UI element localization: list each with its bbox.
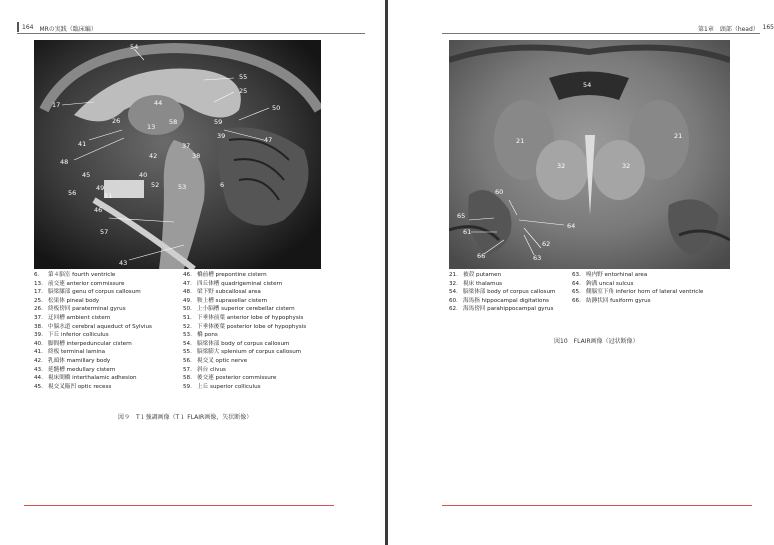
left-legend-col2 xyxy=(183,271,306,391)
legend-text: 視交叉 optic nerve xyxy=(197,357,248,364)
legend-item xyxy=(449,297,555,306)
legend-item xyxy=(34,288,152,297)
legend-item xyxy=(34,357,152,366)
legend-text: 梁下野 subcallosal area xyxy=(197,289,261,296)
legend-number: 38. xyxy=(34,323,43,330)
legend-text: 視交叉陥凹 optic recess xyxy=(48,383,112,390)
svg-text:39: 39 xyxy=(217,132,226,140)
svg-text:66: 66 xyxy=(477,252,486,260)
figure-caption: 図10 FLAIR画像（冠状断像） xyxy=(554,338,639,345)
page-number: 164 xyxy=(22,24,34,31)
legend-item xyxy=(183,288,306,297)
legend-number: 41. xyxy=(34,349,43,356)
legend-number: 57. xyxy=(183,366,192,373)
svg-text:26: 26 xyxy=(112,117,121,125)
legend-text: 海馬指 hippocampal digitations xyxy=(463,297,549,304)
legend-item xyxy=(449,271,555,280)
legend-number: 54. xyxy=(183,340,192,347)
legend-number: 65. xyxy=(572,289,581,296)
legend-text: 延髄槽 medullary cistern xyxy=(48,366,116,373)
legend-item xyxy=(449,288,555,297)
legend-item xyxy=(34,383,152,392)
legend-number: 48. xyxy=(183,289,192,296)
legend-item xyxy=(183,297,306,306)
legend-number: 62. xyxy=(449,306,458,313)
legend-number: 53. xyxy=(183,332,192,339)
svg-text:48: 48 xyxy=(60,158,69,166)
legend-number: 42. xyxy=(34,357,43,364)
legend-item xyxy=(183,271,306,280)
legend-text: 脚間槽 interpeduncular cistern xyxy=(48,340,132,347)
svg-text:32: 32 xyxy=(557,162,566,170)
legend-text: 橋 pons xyxy=(197,332,218,339)
legend-item xyxy=(183,374,306,383)
legend-text: 鞍上槽 suprasellar cistern xyxy=(197,297,268,304)
legend-number: 60. xyxy=(449,297,458,304)
legend-text: 上丘 superior colliculus xyxy=(197,383,261,390)
left-legend-col1 xyxy=(34,271,152,391)
svg-text:52: 52 xyxy=(151,181,160,189)
legend-number: 66. xyxy=(572,297,581,304)
legend-text: 被殻 putamen xyxy=(463,272,502,278)
svg-text:60: 60 xyxy=(495,188,504,196)
svg-text:63: 63 xyxy=(533,254,542,262)
legend-text: 脳梁体部 body of corpus callosum xyxy=(463,289,556,296)
svg-text:65: 65 xyxy=(457,212,466,220)
legend-number: 40. xyxy=(34,340,43,347)
legend-text: 下丘 inferior colliculus xyxy=(48,332,109,339)
svg-text:51: 51 xyxy=(104,192,113,200)
legend-text: 嗅内野 entorhinal area xyxy=(586,272,648,278)
legend-number: 50. xyxy=(183,306,192,313)
legend-item xyxy=(183,383,306,392)
legend-text: 脳梁膨大 splenium of corpus callosum xyxy=(197,349,302,356)
legend-text: 中脳水道 cerebral aqueduct of Sylvius xyxy=(48,323,152,330)
svg-text:6: 6 xyxy=(220,181,225,189)
legend-text: 紡錘状回 fusiform gyrus xyxy=(586,297,651,304)
legend-text: 斜台 clivus xyxy=(197,366,226,373)
header-rule xyxy=(442,33,760,34)
legend-number: 17. xyxy=(34,289,43,296)
legend-item xyxy=(34,348,152,357)
svg-text:25: 25 xyxy=(239,87,248,95)
legend-text: 上小脳槽 superior cerebellar cistern xyxy=(197,306,295,313)
svg-text:21: 21 xyxy=(674,132,683,140)
legend-text: 視床間橋 interthalamic adhesion xyxy=(48,375,137,382)
svg-text:56: 56 xyxy=(68,189,77,197)
svg-text:44: 44 xyxy=(154,99,163,107)
legend-item xyxy=(34,297,152,306)
legend-number: 46. xyxy=(183,272,192,278)
svg-text:49: 49 xyxy=(96,184,105,192)
running-title: MRの実践（臨床編） xyxy=(39,26,97,33)
legend-text: 視床 thalamus xyxy=(463,280,503,287)
coronal-mri-image xyxy=(449,40,730,269)
legend-text: 下垂体前葉 anterior lobe of hypophysis xyxy=(197,314,304,321)
legend-number: 6. xyxy=(34,272,40,278)
legend-item xyxy=(572,280,703,289)
svg-text:62: 62 xyxy=(542,240,551,248)
svg-text:47: 47 xyxy=(264,136,273,144)
legend-text: 終板傍回 paraterminal gyrus xyxy=(48,306,126,313)
legend-number: 55. xyxy=(183,349,192,356)
svg-text:41: 41 xyxy=(78,140,87,148)
legend-item xyxy=(183,340,306,349)
legend-number: 49. xyxy=(183,297,192,304)
svg-text:37: 37 xyxy=(182,142,191,150)
page-number: 165 xyxy=(762,24,774,31)
legend-number: 32. xyxy=(449,280,458,287)
legend-text: 迂回槽 ambient cistern xyxy=(48,314,111,321)
right-header xyxy=(698,24,774,33)
legend-item xyxy=(34,271,152,280)
legend-number: 56. xyxy=(183,357,192,364)
legend-number: 44. xyxy=(34,375,43,382)
legend-number: 21. xyxy=(449,272,458,278)
legend-item xyxy=(449,280,555,289)
legend-item xyxy=(183,331,306,340)
svg-text:17: 17 xyxy=(52,101,61,109)
legend-number: 43. xyxy=(34,366,43,373)
legend-item xyxy=(34,323,152,332)
svg-text:40: 40 xyxy=(139,171,148,179)
legend-item xyxy=(572,271,703,280)
legend-text: 鉤溝 uncal sulcus xyxy=(586,280,634,287)
svg-text:42: 42 xyxy=(149,152,158,160)
legend-item xyxy=(34,340,152,349)
svg-text:32: 32 xyxy=(622,162,631,170)
svg-text:58: 58 xyxy=(169,118,178,126)
legend-number: 26. xyxy=(34,306,43,313)
legend-item xyxy=(34,366,152,375)
sagittal-mri-image xyxy=(34,40,321,269)
svg-text:53: 53 xyxy=(178,183,187,191)
legend-number: 52. xyxy=(183,323,192,330)
legend-item xyxy=(34,314,152,323)
legend-text: 終板 terminal lamina xyxy=(48,349,106,356)
legend-item xyxy=(449,305,555,314)
svg-text:64: 64 xyxy=(567,222,576,230)
legend-text: 第４脳室 fourth ventricle xyxy=(48,272,116,278)
legend-number: 37. xyxy=(34,314,43,321)
legend-number: 63. xyxy=(572,272,581,278)
legend-text: 四丘体槽 quadrigeminal cistern xyxy=(197,280,283,287)
legend-text: 前交連 anterior commissure xyxy=(48,280,125,287)
legend-item xyxy=(34,374,152,383)
right-page xyxy=(388,0,774,545)
svg-text:54: 54 xyxy=(583,81,592,89)
legend-text: 脳梁体部 body of corpus callosum xyxy=(197,340,290,347)
svg-text:38: 38 xyxy=(192,152,201,160)
svg-text:46: 46 xyxy=(94,206,103,214)
legend-text: 海馬傍回 parahippocampal gyrus xyxy=(463,306,554,313)
legend-item xyxy=(183,323,306,332)
svg-text:54: 54 xyxy=(130,43,139,51)
legend-item xyxy=(572,297,703,306)
left-page xyxy=(0,0,386,545)
header-marker xyxy=(17,22,19,32)
legend-item xyxy=(183,305,306,314)
running-title: 第1章 頭部（head） xyxy=(698,26,759,33)
legend-number: 45. xyxy=(34,383,43,390)
legend-text: 松果体 pineal body xyxy=(48,297,100,304)
right-legend-col1 xyxy=(449,271,555,314)
legend-item xyxy=(34,305,152,314)
legend-text: 橋前槽 prepontine cistern xyxy=(197,272,267,278)
legend-text: 後交連 posterior commissure xyxy=(197,375,277,382)
legend-number: 51. xyxy=(183,314,192,321)
legend-number: 59. xyxy=(183,383,192,390)
svg-text:61: 61 xyxy=(463,228,472,236)
left-header xyxy=(22,24,97,33)
legend-item xyxy=(183,314,306,323)
svg-text:21: 21 xyxy=(516,137,525,145)
svg-text:45: 45 xyxy=(82,171,91,179)
svg-text:43: 43 xyxy=(119,259,128,267)
right-legend-col2 xyxy=(572,271,703,305)
legend-text: 下垂体後葉 posterior lobe of hypophysis xyxy=(197,323,307,330)
legend-item xyxy=(34,280,152,289)
svg-text:50: 50 xyxy=(272,104,281,112)
legend-number: 25. xyxy=(34,297,43,304)
legend-item xyxy=(34,331,152,340)
svg-text:13: 13 xyxy=(147,123,156,131)
legend-number: 58. xyxy=(183,375,192,382)
legend-item xyxy=(572,288,703,297)
legend-text: 乳頭体 mamillary body xyxy=(48,357,111,364)
svg-text:59: 59 xyxy=(214,118,223,126)
svg-text:57: 57 xyxy=(100,228,109,236)
legend-item xyxy=(183,366,306,375)
legend-item xyxy=(183,280,306,289)
legend-text: 側脳室下角 inferior horn of lateral ventricle xyxy=(586,289,704,296)
legend-number: 64. xyxy=(572,280,581,287)
legend-item xyxy=(183,348,306,357)
legend-number: 39. xyxy=(34,332,43,339)
legend-number: 54. xyxy=(449,289,458,296)
footer-rule xyxy=(24,505,334,506)
svg-text:55: 55 xyxy=(239,73,248,81)
legend-number: 47. xyxy=(183,280,192,287)
figure-caption: 図９ T１強調画像（T１ FLAIR画像，矢状断像） xyxy=(118,414,253,421)
legend-number: 13. xyxy=(34,280,43,287)
legend-text: 脳梁膝部 genu of corpus callosum xyxy=(48,289,141,296)
header-rule xyxy=(17,33,365,34)
footer-rule xyxy=(442,505,752,506)
legend-item xyxy=(183,357,306,366)
